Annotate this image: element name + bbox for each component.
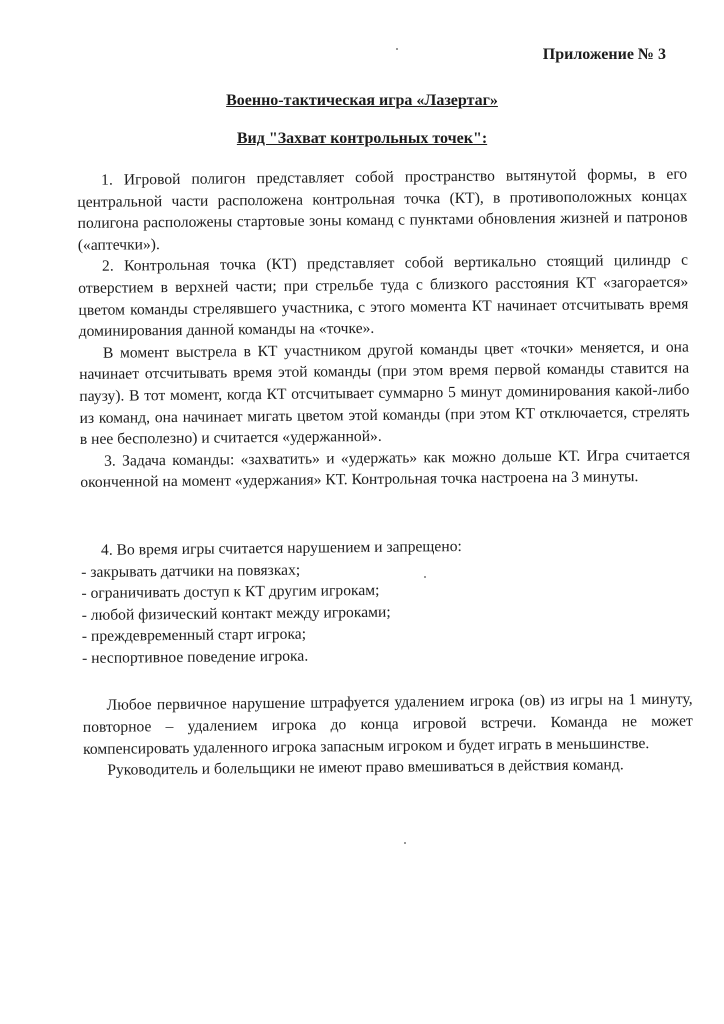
paragraph-3: В момент выстрела в КТ участником другой команды цвет «точки» меняется, и она начинает отсчитывать время этой команды (при этом время первой команды ставится на паузу). В тот момент, когда КТ отсчитывает суммарно 5 минут доминирования какой-либо из команд, она начинает мигать цветом этой команды (при этом КТ отключается, стрелять в нее бесполезно) и считается «удержанной». [79,338,690,449]
scan-speck [396,48,398,50]
list-item: - неспортивное поведение игрока. [82,647,309,667]
list-item: - ограничивать доступ к КТ другим игрокам; [81,581,380,603]
closing-paragraph: Руководитель и болельщики не имеют право вмешиваться в действия команд. [107,756,624,779]
document-title: Военно-тактическая игра «Лазертаг» [226,92,498,109]
paragraph-1: 1. Игровой полигон представляет собой пространство вытянутой формы, в его центральной части расположена контрольная точка (КТ), в противоположных концах полигона расположены стартовые зоны команд с пунктами обновления жизней и патронов («аптечки»). [77,165,688,254]
list-item: - преждевременный старт игрока; [81,625,307,646]
scan-speck [404,842,406,844]
penalty-paragraph: Любое первичное нарушение штрафуется удалением игрока (ов) из игры на 1 минуту, повторное – удалением игрока до конца игровой встречи. Команда не может компенсировать удаленного игрока запасным игроком и будет играть в меньшинстве. [82,691,693,758]
document-subtitle: Вид "Захват контрольных точек": [236,130,488,147]
violations-list [81,555,692,669]
scan-speck [424,576,426,578]
appendix-label: Приложение № 3 [542,46,666,63]
spacer [80,488,690,540]
document-body [77,164,693,782]
paragraph-4: 3. Задача команды: «захватить» и «удержать» как можно дольше КТ. Игра считается оконченной на момент «удержания» КТ. Контрольная точка настроена на 3 минуты. [80,446,691,492]
list-item: - закрывать датчики на повязках; [81,561,301,581]
list-item: - любой физический контакт между игроками; [81,603,391,624]
paragraph-2: 2. Контрольная точка (КТ) представляет собой вертикально стоящий цилиндр с отверстием в верхней части; при стрельбе туда с близкого расстояния КТ «загорается» цветом команды стрелявшего участника, с этого момента КТ начинает отсчитывать время доминирования данной команды на «точке». [78,251,689,341]
rules-heading: 4. Во время игры считается нарушением и запрещено: [100,537,462,559]
